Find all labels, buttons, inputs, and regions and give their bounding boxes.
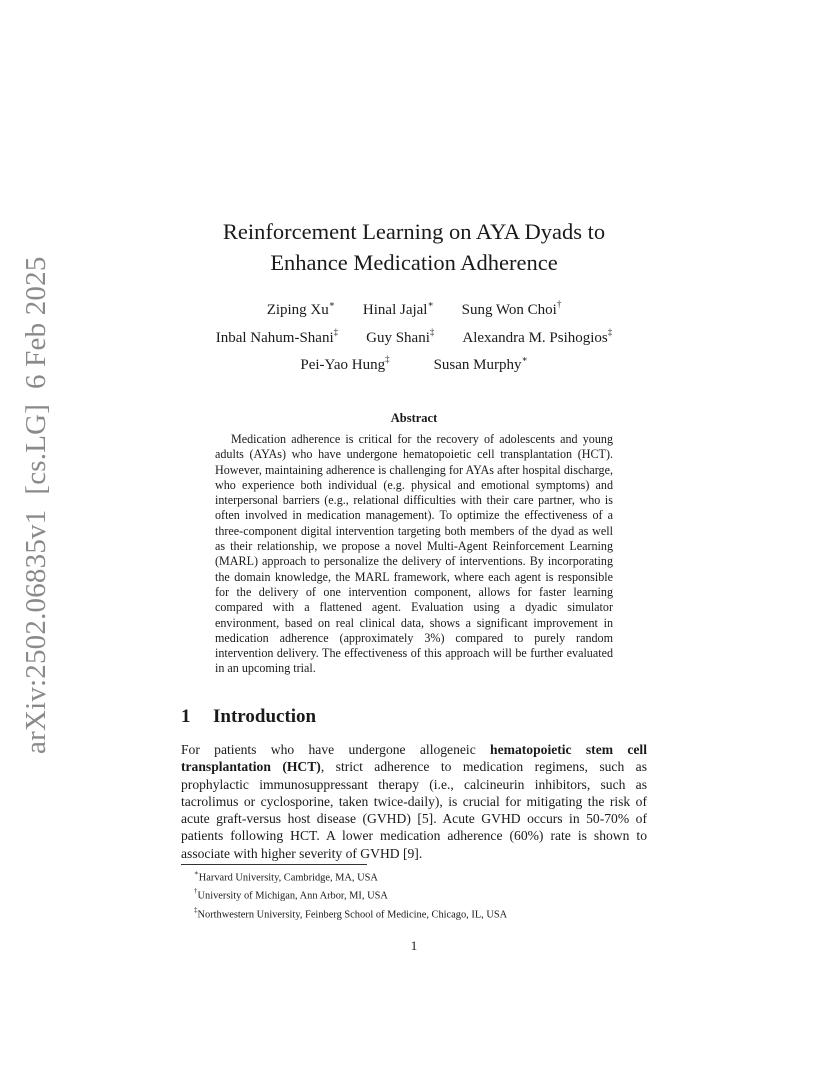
author: Susan Murphy∗	[433, 354, 528, 373]
author: Pei-Yao Hung‡	[300, 354, 390, 373]
author-row-1	[170, 292, 658, 320]
section-heading	[181, 706, 316, 728]
author: Alexandra M. Psihogios‡	[462, 326, 613, 346]
page-number: 1	[410, 938, 418, 953]
abstract-heading: Abstract	[390, 411, 438, 425]
paper-title	[180, 216, 648, 278]
author: Inbal Nahum-Shani‡	[215, 326, 339, 346]
title-line-1: Reinforcement Learning on AYA Dyads to	[222, 219, 606, 244]
author: Hinal Jajal∗	[362, 299, 434, 318]
bold-term: hematopoietic stem cell transplantation (HCT)	[181, 742, 647, 775]
title-line-2: Enhance Medication Adherence	[270, 250, 558, 275]
intro-paragraph: For patients who have undergone allogeneic hematopoietic stem cell transplantation (HCT), strict adherence to medication regimens, such as prophylactic immunosuppressant therapy (i.e., calcineurin inhibitors, such as tacrolimus or cyclosporine, taken twice-daily), is crucial for mitigating the risk of acute graft-versus host disease (GVHD) [5]. Acute GVHD occurs in 50-70% of patients following HCT. A lower medication adherence (60%) rate is shown to associate with higher severity of GVHD [9].	[181, 742, 648, 861]
author-list	[170, 292, 658, 375]
footnote-divider	[181, 864, 367, 865]
footnote: ‡Northwestern University, Feinberg School of Medicine, Chicago, IL, USA	[194, 905, 508, 921]
footnote-list	[194, 867, 507, 922]
footnote: †University of Michigan, Ann Arbor, MI, USA	[194, 887, 388, 902]
author: Ziping Xu∗	[266, 299, 335, 318]
author: Sung Won Choi†	[461, 299, 562, 318]
section-title: Introduction	[213, 706, 317, 727]
author-row-2	[170, 320, 658, 348]
author-row-3	[170, 347, 658, 375]
author: Guy Shani‡	[366, 326, 435, 346]
arxiv-side-stamp: arXiv:2502.06835v1 [cs.LG] 6 Feb 2025	[20, 256, 52, 754]
abstract-body: Medication adherence is critical for the recovery of adolescents and young adults (AYAs) who have undergone hematopoietic cell transplantation (HCT). However, maintaining adherence is challenging for AYAs after hospital discharge, who experience both individual (e.g. physical and emotional symptoms) and interpersonal barriers (e.g., relational difficulties with their care partner, who is often involved in medication management). To optimize the effectiveness of a three-component digital intervention targeting both members of the dyad as well as their relationship, we propose a novel Multi-Agent Reinforcement Learning (MARL) approach to personalize the delivery of interventions. By incorporating the domain knowledge, the MARL framework, where each agent is responsible for the delivery of one intervention component, allows for faster learning compared with a flattened agent. Evaluation using a dyadic simulator environment, based on real clinical data, shows a significant improvement in medication adherence (approximately 3%) compared to purely random intervention delivery. The effectiveness of this approach will be further evaluated in an upcoming trial.	[215, 432, 613, 676]
footnote: ∗Harvard University, Cambridge, MA, USA	[194, 869, 378, 884]
section-number: 1	[181, 706, 191, 727]
